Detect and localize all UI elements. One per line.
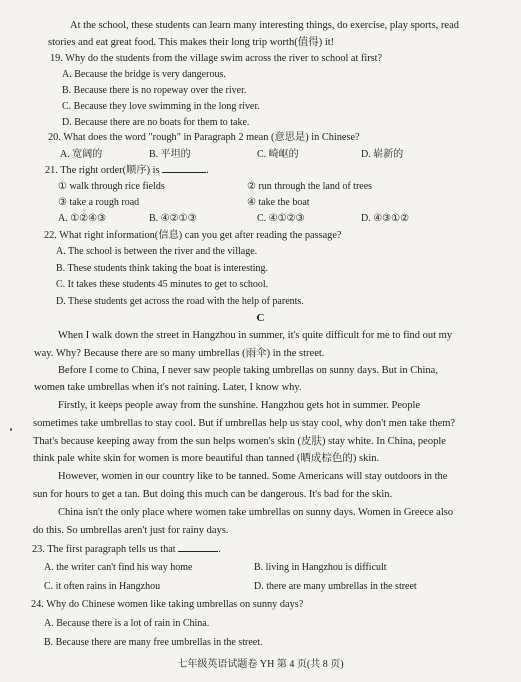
passage-p1-line-1: When I walk down the street in Hangzhou in summer, it's quite difficult for me to find out my (58, 330, 453, 341)
question-24: 24. Why do Chinese women like taking umbrellas on sunny days? (31, 599, 304, 610)
q20-option-b: B. 平坦的 (149, 149, 191, 160)
q23-option-b: B. living in Hangzhou is difficult (254, 562, 387, 573)
q21-item-1: ① walk through rice fields (58, 181, 165, 192)
q22-option-d: D. These students get across the road with the help of parents. (56, 296, 304, 307)
q23-period: . (218, 544, 221, 555)
passage-p4-line-2: sun for hours to get a tan. But doing this much can be dangerous. It's bad for the skin. (33, 489, 393, 500)
question-19: 19. Why do the students from the village swim across the river to school at first? (50, 53, 383, 64)
question-21 (45, 163, 209, 177)
intro-line-1: At the school, these students can learn many interesting things, do exercise, play sports, read (70, 20, 459, 31)
q21-item-2: ② run through the land of trees (247, 181, 373, 192)
q19-option-d: D. Because there are no boats for them to take. (62, 117, 250, 128)
passage-p5-line-2: do this. So umbrellas aren't just for rainy days. (33, 525, 229, 536)
q22-option-a: A. The school is between the river and the village. (56, 246, 258, 257)
q22-option-b: B. These students think taking the boat is interesting. (56, 263, 269, 274)
question-20: 20. What does the word "rough" in Paragraph 2 mean (意思是) in Chinese? (48, 132, 360, 143)
q21-option-d: D. ④③①② (361, 213, 410, 224)
q21-item-3: ③ take a rough road (58, 197, 140, 208)
q20-option-d: D. 崭新的 (361, 149, 404, 160)
q23-option-d: D. there are many umbrellas in the street (254, 581, 417, 592)
q21-period: . (206, 165, 209, 176)
q21-option-c: C. ④①②③ (257, 213, 305, 224)
q19-option-c: C. Because they love swimming in the long river. (62, 101, 260, 112)
passage-p3-line-2: sometimes take umbrellas to stay cool. But if umbrellas help us stay cool, why don't men take them? (33, 418, 456, 429)
q23-prompt: 23. The first paragraph tells us that (32, 544, 176, 555)
q21-prompt: 21. The right order(顺序) is (45, 165, 160, 176)
passage-p3-line-3: That's because keeping away from the sun helps women's skin (皮肤) stay white. In China, people (33, 436, 446, 447)
passage-p1-line-2: way. Why? Because there are so many umbrellas (雨伞) in the street. (34, 348, 325, 359)
scan-speck (10, 428, 12, 431)
q24-option-b: B. Because there are many free umbrellas in the street. (44, 637, 263, 648)
section-label: C (256, 312, 265, 324)
passage-p2-line-1: Before I come to China, I never saw people taking umbrellas on sunny days. But in China, (58, 365, 438, 376)
q19-option-b: B. Because there is no ropeway over the river. (62, 85, 247, 96)
question-23 (32, 542, 221, 556)
q21-option-a: A. ①②④③ (58, 213, 107, 224)
q23-option-c: C. it often rains in Hangzhou (44, 581, 161, 592)
q23-option-a: A. the writer can't find his way home (44, 562, 193, 573)
passage-p5-line-1: China isn't the only place where women take umbrellas on sunny days. Women in Greece also (58, 507, 454, 518)
answer-blank (178, 542, 218, 552)
q21-option-b: B. ④②①③ (149, 213, 197, 224)
page-footer: 七年级英语试题卷 YH 第 4 页(共 8 页) (177, 659, 344, 670)
q19-option-a: A. Because the bridge is very dangerous. (62, 69, 226, 80)
passage-p4-line-1: However, women in our country like to be tanned. Some Americans will stay outdoors in the (58, 471, 448, 482)
q24-option-a: A. Because there is a lot of rain in China. (44, 618, 210, 629)
intro-line-2: stories and eat great food. This makes their long trip worth(值得) it! (48, 37, 335, 48)
q21-item-4: ④ take the boat (247, 197, 310, 208)
question-22: 22. What right information(信息) can you get after reading the passage? (44, 230, 342, 241)
answer-blank (162, 163, 206, 173)
q20-option-a: A. 宽阔的 (60, 149, 103, 160)
passage-p3-line-4: think pale white skin for women is more beautiful than tanned (晒成棕色的) skin. (33, 453, 380, 464)
passage-p2-line-2: women take umbrellas when it's not raining. Later, I know why. (34, 382, 302, 393)
q22-option-c: C. It takes these students 45 minutes to get to school. (56, 279, 269, 290)
passage-p3-line-1: Firstly, it keeps people away from the sunshine. Hangzhou gets hot in summer. People (58, 400, 421, 411)
q20-option-c: C. 崎岖的 (257, 149, 299, 160)
